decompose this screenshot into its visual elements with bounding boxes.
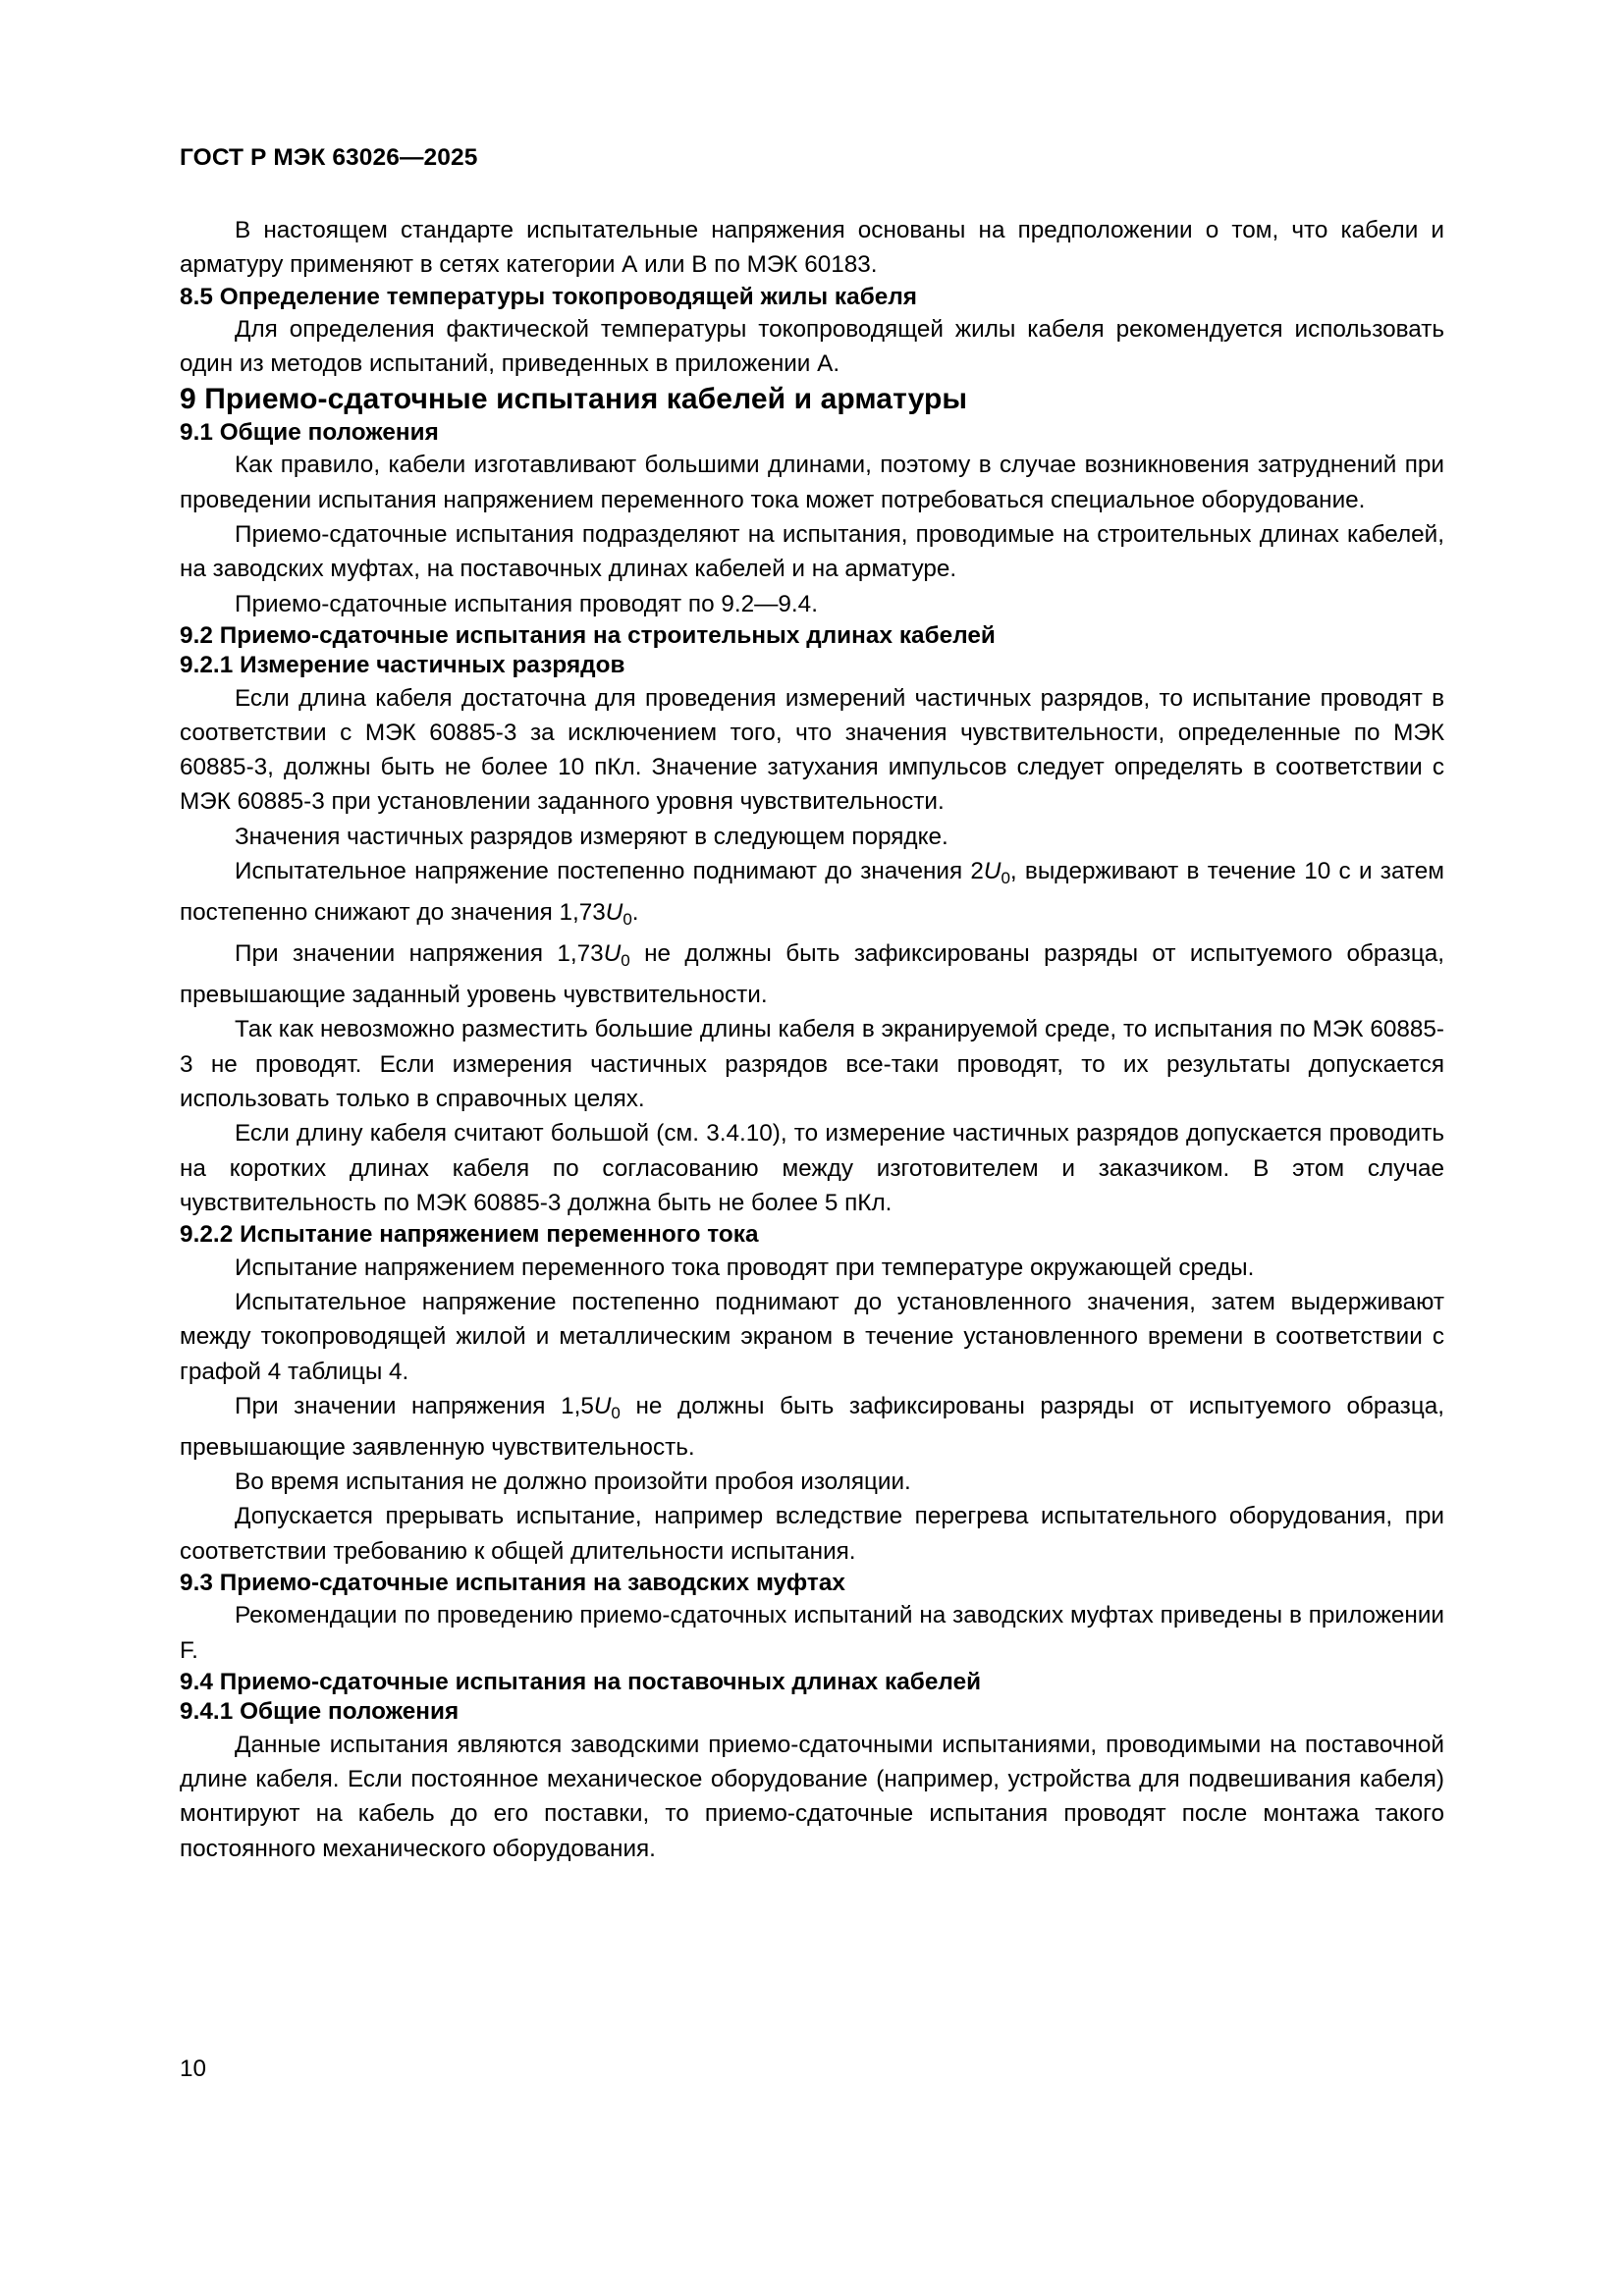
heading-9-3: 9.3 Приемо-сдаточные испытания на заводских муфтах	[180, 1570, 845, 1597]
heading-9-4-1: 9.4.1 Общие положения	[180, 1698, 460, 1726]
paragraph-9-2-2-2: Испытательное напряжение постепенно поднимают до установленного значения, затем выдерживают между токопроводящей жилой и металлическим экраном в течение установленного времени в соответствии с графой 4 таблицы 4.	[180, 1288, 1444, 1385]
page-content	[180, 145, 1444, 1866]
text-fragment: не должны быть зафиксированы разряды от испытуемого образца, превышающие заданный уровень чувствительности.	[180, 940, 1445, 1009]
text-fragment: , выдерживают в течение 10 с и затем постепенно снижают до значения 1,73	[180, 858, 1444, 927]
paragraph-9-2-1-4	[180, 936, 1444, 1012]
paragraph-9-3-1: Рекомендации по проведению приемо-сдаточных испытаний на заводских муфтах приведены в приложении F.	[180, 1602, 1444, 1664]
heading-9-4: 9.4 Приемо-сдаточные испытания на поставочных длинах кабелей	[180, 1668, 982, 1695]
heading-9-2: 9.2 Приемо-сдаточные испытания на строительных длинах кабелей	[180, 621, 996, 649]
page-number: 10	[180, 2056, 207, 2082]
voltage-symbol: U	[603, 940, 622, 968]
heading-9-1: 9.1 Общие положения	[180, 418, 439, 446]
text-fragment: При значении напряжения 1,73	[235, 940, 604, 968]
text-fragment: не должны быть зафиксированы разряды от испытуемого образца, превышающие заявленную чувствительность.	[180, 1392, 1445, 1461]
voltage-subscript: 0	[1001, 868, 1010, 887]
paragraph-intro: В настоящем стандарте испытательные напряжения основаны на предположении о том, что кабели и арматуру применяют в сетях категории А или В по МЭК 60183.	[180, 216, 1444, 279]
paragraph-9-2-2-1: Испытание напряжением переменного тока проводят при температуре окружающей среды.	[235, 1254, 1255, 1281]
text-fragment: Испытательное напряжение постепенно поднимают до значения 2	[235, 858, 984, 885]
text-fragment: При значении напряжения 1,5	[235, 1392, 594, 1419]
paragraph-9-4-1-1: Данные испытания являются заводскими приемо-сдаточными испытаниями, проводимыми на поставочной длине кабеля. Если постоянное механическое оборудование (например, устройства для подвешивания кабеля) монтируют на кабель до его поставки, то приемо-сдаточные испытания проводят после монтажа такого постоянного механического оборудования.	[180, 1731, 1444, 1862]
voltage-symbol: U	[983, 858, 1001, 885]
running-head: ГОСТ Р МЭК 63026—2025	[180, 144, 478, 171]
heading-9-2-2: 9.2.2 Испытание напряжением переменного тока	[180, 1221, 759, 1249]
voltage-symbol: U	[593, 1392, 612, 1419]
paragraph-9-2-1-1: Если длина кабеля достаточна для проведения измерений частичных разрядов, то испытание проводят в соответствии с МЭК 60885-3 за исключением того, что значения чувствительности, определенные по МЭК 60885-3, должны быть не более 10 пКл. Значение затухания импульсов следует определять в соответствии с МЭК 60885-3 при установлении заданного уровня чувствительности.	[180, 684, 1444, 816]
paragraph-9-2-2-4: Во время испытания не должно произойти пробоя изоляции.	[235, 1468, 911, 1496]
heading-9-2-1: 9.2.1 Измерение частичных разрядов	[180, 652, 625, 679]
paragraph-9-2-2-3	[180, 1389, 1444, 1465]
voltage-symbol: U	[605, 899, 623, 927]
text-fragment: .	[631, 899, 639, 927]
heading-9: 9 Приемо-сдаточные испытания кабелей и арматуры	[180, 383, 968, 416]
paragraph-8-5-1: Для определения фактической температуры токопроводящей жилы кабеля рекомендуется использовать один из методов испытаний, приведенных в приложении А.	[180, 315, 1444, 378]
paragraph-9-2-1-6: Если длину кабеля считают большой (см. 3.4.10), то измерение частичных разрядов допускается проводить на коротких длинах кабеля по согласованию между изготовителем и заказчиком. В этом случае чувствительность по МЭК 60885-3 должна быть не более 5 пКл.	[180, 1120, 1444, 1216]
voltage-subscript: 0	[611, 1403, 621, 1422]
paragraph-9-2-2-5: Допускается прерывать испытание, например вследствие перегрева испытательного оборудования, при соответствии требованию к общей длительности испытания.	[180, 1503, 1444, 1565]
paragraph-9-1-1: Как правило, кабели изготавливают большими длинами, поэтому в случае возникновения затруднений при проведении испытания напряжением переменного тока может потребоваться специальное оборудование.	[180, 452, 1444, 513]
paragraph-9-2-1-5: Так как невозможно разместить большие длины кабеля в экранируемой среде, то испытания по МЭК 60885-3 не проводят. Если измерения частичных разрядов все-таки проводят, то их результаты допускается использовать только в справочных целях.	[180, 1016, 1444, 1113]
heading-8-5: 8.5 Определение температуры токопроводящей жилы кабеля	[180, 283, 918, 310]
voltage-subscript: 0	[621, 950, 630, 970]
paragraph-9-1-2: Приемо-сдаточные испытания подразделяют на испытания, проводимые на строительных длинах кабелей, на заводских муфтах, на поставочных длинах кабелей и на арматуре.	[180, 520, 1444, 583]
voltage-subscript: 0	[623, 909, 632, 929]
paragraph-9-1-3: Приемо-сдаточные испытания проводят по 9.2—9.4.	[235, 590, 818, 617]
paragraph-9-2-1-3	[180, 854, 1444, 936]
paragraph-9-2-1-2: Значения частичных разрядов измеряют в следующем порядке.	[235, 823, 948, 850]
